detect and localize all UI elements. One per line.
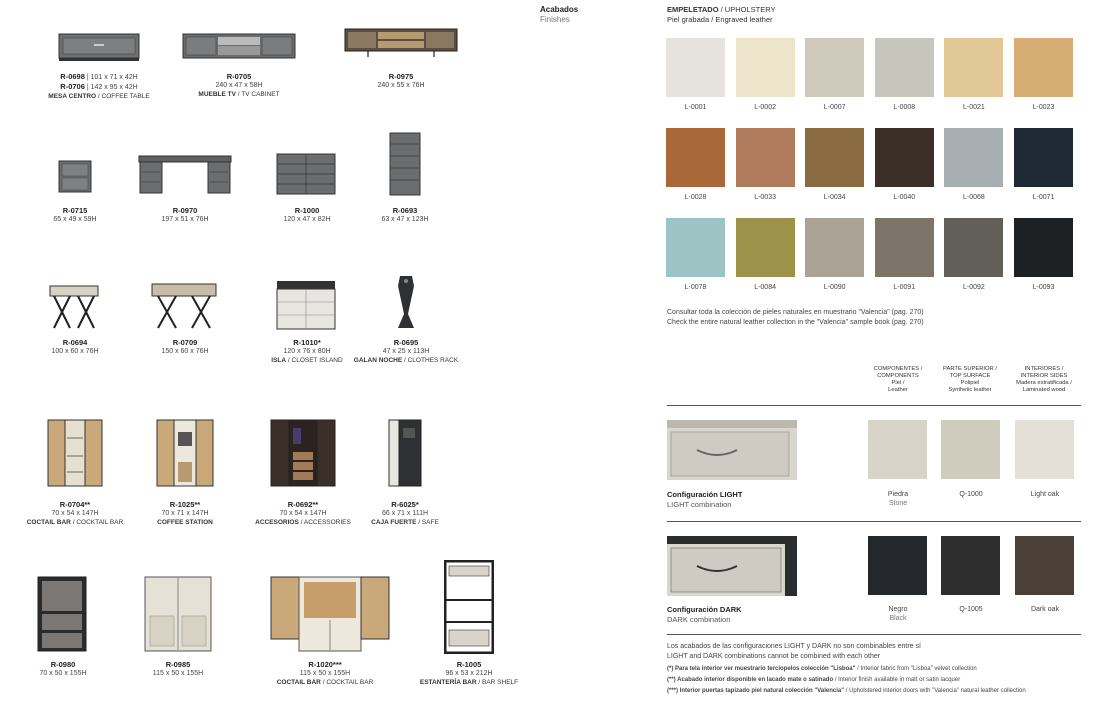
leather-collection-note: Consultar toda la colección de pieles naturales en muestrario "Valencia" (pag. 270) Check the entire natural leather collection in the "Valencia" sample book (pag. 270) bbox=[667, 309, 924, 326]
leather-swatch-code: L-0033 bbox=[754, 194, 776, 201]
leather-swatch bbox=[805, 128, 864, 187]
leather-swatch-code: L-0068 bbox=[962, 194, 985, 201]
leather-swatch-code: L-0002 bbox=[754, 104, 776, 111]
product-code: R-0706 | 142 x 95 x 42H bbox=[60, 82, 138, 91]
product-dims: 115 x 50 x 155H bbox=[152, 670, 204, 677]
product-code: R-0715 bbox=[62, 206, 88, 215]
cocktail-bar-large-image bbox=[270, 576, 390, 652]
product-code: R-0705 bbox=[226, 72, 252, 81]
divider bbox=[667, 521, 1081, 522]
leather-swatch-code: L-0028 bbox=[684, 194, 707, 201]
dark-top-swatch bbox=[941, 536, 1000, 595]
finishes-heading: Acabados Finishes bbox=[540, 5, 579, 24]
product-code: R-0698 | 101 x 71 x 42H bbox=[60, 72, 138, 81]
chest-of-drawers-image bbox=[276, 153, 336, 195]
light-component-label: Piedra Stone bbox=[887, 491, 909, 507]
leather-swatch bbox=[736, 128, 795, 187]
footnote: (***) Interior puertas tapizado piel natural colección "Valencia" / Upholstered interior doors with "Valencia" natural leather collection bbox=[667, 688, 1026, 694]
leather-swatch-code: L-0040 bbox=[893, 194, 916, 201]
product-dims: 96 x 53 x 212H bbox=[445, 670, 493, 677]
light-top-swatch bbox=[941, 420, 1000, 479]
product-dims: 240 x 47 x 58H bbox=[215, 82, 263, 89]
combination-note: Los acabados de las configuraciones LIGHT y DARK no son combinables entre sí LIGHT and DARK combinations cannot be combined with each other bbox=[667, 643, 921, 660]
product-dims: 100 x 60 x 76H bbox=[51, 348, 99, 355]
product-dims: 115 x 50 x 155H bbox=[299, 670, 351, 677]
dark-component-swatch bbox=[868, 536, 927, 595]
tv-cabinet-image bbox=[182, 32, 296, 60]
product-code: R-1020*** bbox=[308, 660, 342, 669]
leather-swatch bbox=[736, 38, 795, 97]
product-code: R-1025** bbox=[169, 500, 201, 509]
leather-swatch-code: L-0008 bbox=[893, 104, 916, 111]
leather-swatch bbox=[875, 128, 934, 187]
product-code: R-1010* bbox=[293, 338, 321, 347]
footnote: (**) Acabado interior disponible en lacado mate o satinado / Interior finish available in matt or satin lacquer bbox=[667, 677, 961, 683]
light-config-image bbox=[667, 420, 797, 480]
leather-swatch bbox=[666, 128, 725, 187]
leather-swatch-code: L-0091 bbox=[893, 284, 916, 291]
product-code: R-6025* bbox=[391, 500, 419, 509]
product-dims: 70 x 71 x 147H bbox=[161, 510, 209, 517]
sideboard-image bbox=[344, 28, 458, 58]
product-dims: 70 x 54 x 147H bbox=[51, 510, 99, 517]
cocktail-bar-image bbox=[47, 418, 103, 488]
coffee-station-image bbox=[156, 418, 214, 488]
product-code: R-0694 bbox=[62, 338, 88, 347]
product-dims: 70 x 50 x 155H bbox=[39, 670, 87, 677]
leather-swatch-code: L-0071 bbox=[1032, 194, 1055, 201]
product-name: COCTAIL BAR / COCKTAIL BAR bbox=[26, 519, 124, 526]
product-dims: 120 x 76 x 80H bbox=[283, 348, 331, 355]
product-code: R-0970 bbox=[172, 206, 198, 215]
light-config-title: Configuración LIGHT LIGHT combination bbox=[667, 490, 743, 509]
light-component-swatch bbox=[868, 420, 927, 479]
writing-desk-image bbox=[150, 280, 218, 330]
safe-image bbox=[388, 418, 422, 488]
leather-swatch-code: L-0023 bbox=[1032, 104, 1055, 111]
leather-swatch bbox=[875, 38, 934, 97]
leather-swatch-code: L-0078 bbox=[684, 284, 707, 291]
dark-top-label: Q-1005 bbox=[959, 606, 983, 613]
leather-swatch-code: L-0007 bbox=[823, 104, 846, 111]
product-dims: 70 x 54 x 147H bbox=[279, 510, 327, 517]
leather-swatch bbox=[944, 38, 1003, 97]
leather-swatch-code: L-0034 bbox=[823, 194, 846, 201]
leather-swatch bbox=[1014, 128, 1073, 187]
product-code: R-0692** bbox=[287, 500, 319, 509]
leather-swatch-code: L-0084 bbox=[754, 284, 776, 291]
accessories-cabinet-image bbox=[270, 418, 336, 488]
coffee-table-image bbox=[58, 32, 140, 62]
leather-swatch bbox=[944, 128, 1003, 187]
dark-interior-label: Dark oak bbox=[1030, 606, 1059, 613]
product-name: MUEBLE TV / TV CABINET bbox=[198, 91, 280, 98]
leather-swatch bbox=[666, 38, 725, 97]
light-top-label: Q-1000 bbox=[959, 491, 983, 498]
desk-image bbox=[138, 155, 232, 195]
small-desk-image bbox=[48, 282, 100, 330]
column-header-components: COMPONENTES / COMPONENTS Piel / Leather bbox=[873, 366, 923, 393]
product-dims: 150 x 60 x 76H bbox=[161, 348, 209, 355]
leather-swatch-code: L-0001 bbox=[684, 104, 707, 111]
product-code: R-1005 bbox=[456, 660, 482, 669]
clothes-rack-image bbox=[392, 274, 420, 332]
upholstery-heading: EMPELETADO / UPHOLSTERY Piel grabada / Engraved leather bbox=[667, 5, 776, 24]
product-dims: 240 x 55 x 76H bbox=[377, 82, 425, 89]
tall-chest-image bbox=[389, 132, 421, 196]
product-code: R-0985 bbox=[165, 660, 191, 669]
column-header-top-surface: PARTE SUPERIOR / TOP SURFACE Polipiel Synthetic leather bbox=[943, 366, 997, 393]
dark-config-title: Configuración DARK DARK combination bbox=[667, 605, 742, 624]
tall-cabinet-image bbox=[37, 576, 87, 652]
nightstand-image bbox=[58, 160, 92, 194]
leather-swatch-code: L-0021 bbox=[962, 104, 985, 111]
footnotes bbox=[667, 664, 1026, 697]
leather-swatch bbox=[1014, 38, 1073, 97]
product-code: R-0975 bbox=[388, 72, 414, 81]
product-dims: 66 x 71 x 111H bbox=[381, 510, 429, 517]
product-name: ESTANTERÍA BAR / BAR SHELF bbox=[419, 679, 519, 686]
product-dims: 47 x 25 x 113H bbox=[382, 348, 430, 355]
divider bbox=[667, 405, 1081, 406]
leather-swatch bbox=[666, 218, 725, 277]
product-name: MESA CENTRO / COFFEE TABLE bbox=[48, 93, 150, 100]
dark-config-image bbox=[667, 536, 797, 596]
footnote: (*) Para tela interior ver muestrario terciopelos colección "Lisboa" / Interior fabric from "Lisboa" velvet collection bbox=[667, 666, 977, 672]
leather-swatch-code: L-0090 bbox=[823, 284, 846, 291]
leather-swatch bbox=[1014, 218, 1073, 277]
product-name: COCTAIL BAR / COCKTAIL BAR bbox=[276, 679, 374, 686]
column-header-interior: INTERIORES / INTERIOR SIDES Madera estratificada / Laminated wood bbox=[1016, 366, 1072, 393]
product-name: GALAN NOCHE / CLOTHES RACK bbox=[353, 357, 459, 364]
product-code: R-0695 bbox=[393, 338, 419, 347]
leather-swatch bbox=[736, 218, 795, 277]
light-interior-swatch bbox=[1015, 420, 1074, 479]
product-dims: 197 x 51 x 76H bbox=[161, 216, 209, 223]
leather-swatch-code: L-0093 bbox=[1032, 284, 1055, 291]
product-name: COFFEE STATION bbox=[157, 519, 213, 526]
product-name: ISLA / CLOSET ISLAND bbox=[271, 357, 343, 364]
product-code: R-0709 bbox=[172, 338, 198, 347]
product-name: ACCESORIOS / ACCESSORIES bbox=[255, 519, 351, 526]
divider bbox=[667, 634, 1081, 635]
product-dims: 63 x 47 x 123H bbox=[381, 216, 429, 223]
leather-swatch-code: L-0092 bbox=[962, 284, 985, 291]
light-interior-label: Light oak bbox=[1030, 491, 1060, 498]
product-code: R-0704** bbox=[59, 500, 91, 509]
product-code: R-1000 bbox=[294, 206, 320, 215]
bar-shelf-image bbox=[444, 560, 494, 654]
leather-swatch bbox=[805, 38, 864, 97]
closet-island-image bbox=[276, 280, 336, 330]
product-name: CAJA FUERTE / SAFE bbox=[371, 519, 439, 526]
leather-swatch bbox=[805, 218, 864, 277]
dark-interior-swatch bbox=[1015, 536, 1074, 595]
product-code: R-0693 bbox=[392, 206, 418, 215]
product-dims: 65 x 49 x 59H bbox=[53, 216, 97, 223]
leather-swatch bbox=[944, 218, 1003, 277]
leather-swatch bbox=[875, 218, 934, 277]
product-code: R-0980 bbox=[50, 660, 76, 669]
dark-component-label: Negro Black bbox=[888, 606, 908, 622]
product-dims: 120 x 47 x 82H bbox=[283, 216, 331, 223]
wardrobe-image bbox=[144, 576, 212, 652]
